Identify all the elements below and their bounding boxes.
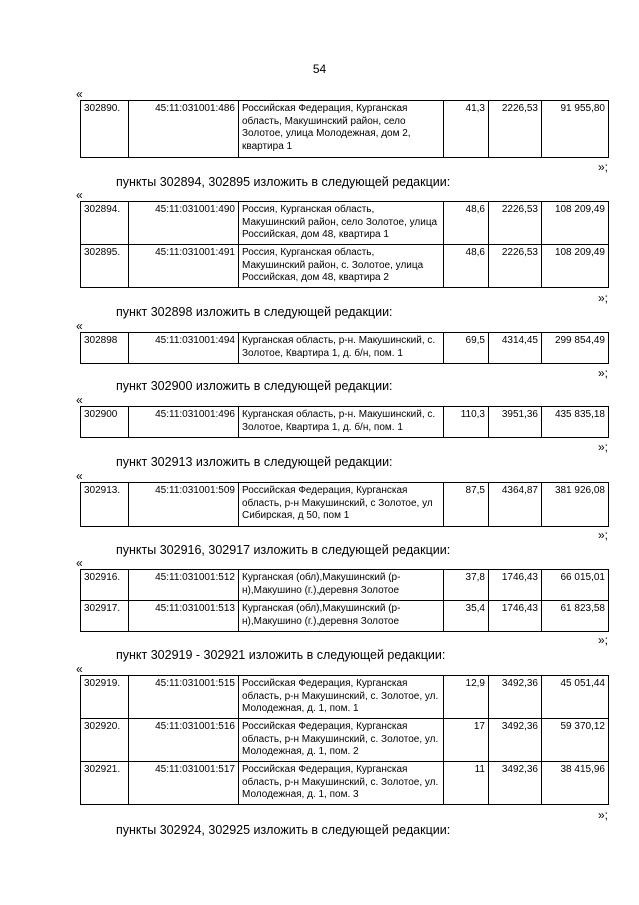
quote-open: «: [76, 556, 83, 570]
table-row: [81, 601, 609, 632]
quote-close: »;: [598, 633, 609, 647]
table-row: [81, 407, 609, 438]
cadastral-number: 45:11:031001:512: [129, 570, 239, 601]
table-row: [81, 719, 609, 762]
cadastral-number: 45:11:031001:517: [129, 762, 239, 805]
table-row: [81, 676, 609, 719]
cadastral-value: 38 415,96: [542, 762, 609, 805]
price: 2226,53: [489, 245, 542, 288]
quote-open: «: [76, 662, 83, 676]
property-table: [80, 406, 609, 438]
quote-open: «: [76, 393, 83, 407]
cadastral-value: 61 823,58: [542, 601, 609, 632]
area: 35,4: [444, 601, 489, 632]
address: Россия, Курганская область, Макушинский район, с. Золотое, улица Российская, дом 48, квартира 2: [239, 245, 444, 288]
address: Российская Федерация, Курганская область, р-н Макушинский, с. Золотое, ул. Молодежная, д. 1, пом. 3: [239, 762, 444, 805]
quote-close: »;: [598, 808, 609, 822]
address: Россия, Курганская область, Макушинский район, село Золотое, улица Российская, дом 48, квартира 1: [239, 202, 444, 245]
price: 3951,36: [489, 407, 542, 438]
item-number: 302894.: [81, 202, 129, 245]
address: Курганская область, р-н. Макушинский, с. Золотое, Квартира 1, д. б/н, пом. 1: [239, 333, 444, 364]
amendment-instruction: пункт 302913 изложить в следующей редакции:: [116, 455, 393, 469]
property-table: [80, 100, 609, 158]
cadastral-value: 299 854,49: [542, 333, 609, 364]
amendment-instruction: пункт 302898 изложить в следующей редакции:: [116, 305, 393, 319]
address: Российская Федерация, Курганская область, р-н Макушинский, с Золотое, ул Сибирская, д 50, пом 1: [239, 483, 444, 527]
area: 69,5: [444, 333, 489, 364]
item-number: 302913.: [81, 483, 129, 527]
item-number: 302919.: [81, 676, 129, 719]
cadastral-value: 381 926,08: [542, 483, 609, 527]
price: 2226,53: [489, 101, 542, 158]
cadastral-value: 91 955,80: [542, 101, 609, 158]
table-row: [81, 570, 609, 601]
cadastral-number: 45:11:031001:516: [129, 719, 239, 762]
cadastral-value: 435 835,18: [542, 407, 609, 438]
area: 17: [444, 719, 489, 762]
area: 87,5: [444, 483, 489, 527]
area: 48,6: [444, 245, 489, 288]
address: Российская Федерация, Курганская область, р-н Макушинский, с. Золотое, ул. Молодежная, д. 1, пом. 2: [239, 719, 444, 762]
address: Курганская область, р-н. Макушинский, с. Золотое, Квартира 1, д. б/н, пом. 1: [239, 407, 444, 438]
quote-close: »;: [598, 440, 609, 454]
area: 37,8: [444, 570, 489, 601]
cadastral-number: 45:11:031001:491: [129, 245, 239, 288]
amendment-instruction: пункты 302894, 302895 изложить в следующей редакции:: [116, 175, 451, 189]
amendment-instruction: пункты 302916, 302917 изложить в следующей редакции:: [116, 543, 451, 557]
price: 2226,53: [489, 202, 542, 245]
cadastral-value: 108 209,49: [542, 202, 609, 245]
area: 11: [444, 762, 489, 805]
item-number: 302895.: [81, 245, 129, 288]
cadastral-number: 45:11:031001:486: [129, 101, 239, 158]
item-number: 302916.: [81, 570, 129, 601]
property-table: [80, 675, 609, 805]
property-table: [80, 482, 609, 527]
property-table: [80, 201, 609, 288]
quote-open: «: [76, 319, 83, 333]
amendment-instruction: пункт 302919 - 302921 изложить в следующей редакции:: [116, 648, 446, 662]
cadastral-number: 45:11:031001:515: [129, 676, 239, 719]
property-table: [80, 332, 609, 364]
quote-close: »;: [598, 291, 609, 305]
item-number: 302921.: [81, 762, 129, 805]
area: 110,3: [444, 407, 489, 438]
price: 4314,45: [489, 333, 542, 364]
area: 12,9: [444, 676, 489, 719]
cadastral-number: 45:11:031001:513: [129, 601, 239, 632]
table-row: [81, 202, 609, 245]
item-number: 302890.: [81, 101, 129, 158]
table-row: [81, 245, 609, 288]
cadastral-value: 66 015,01: [542, 570, 609, 601]
address: Российская Федерация, Курганская область, р-н Макушинский, с. Золотое, ул. Молодежная, д. 1, пом. 1: [239, 676, 444, 719]
quote-open: «: [76, 87, 83, 101]
item-number: 302900: [81, 407, 129, 438]
amendment-instruction: пункты 302924, 302925 изложить в следующей редакции:: [116, 823, 451, 837]
price: 3492,36: [489, 719, 542, 762]
quote-open: «: [76, 469, 83, 483]
item-number: 302917.: [81, 601, 129, 632]
cadastral-number: 45:11:031001:496: [129, 407, 239, 438]
amendment-instruction: пункт 302900 изложить в следующей редакции:: [116, 379, 393, 393]
cadastral-number: 45:11:031001:490: [129, 202, 239, 245]
price: 3492,36: [489, 676, 542, 719]
quote-close: »;: [598, 528, 609, 542]
property-table: [80, 569, 609, 632]
address: Курганская (обл),Макушинский (р-н),Макушино (г.),деревня Золотое: [239, 570, 444, 601]
table-row: [81, 333, 609, 364]
quote-open: «: [76, 188, 83, 202]
table-row: [81, 101, 609, 158]
price: 4364,87: [489, 483, 542, 527]
cadastral-value: 45 051,44: [542, 676, 609, 719]
price: 3492,36: [489, 762, 542, 805]
item-number: 302898: [81, 333, 129, 364]
address: Курганская (обл),Макушинский (р-н),Макушино (г.),деревня Золотое: [239, 601, 444, 632]
cadastral-number: 45:11:031001:509: [129, 483, 239, 527]
price: 1746,43: [489, 570, 542, 601]
area: 41,3: [444, 101, 489, 158]
table-row: [81, 762, 609, 805]
cadastral-value: 108 209,49: [542, 245, 609, 288]
table-row: [81, 483, 609, 527]
address: Российская Федерация, Курганская область, Макушинский район, село Золотое, улица Молодежная, дом 2, квартира 1: [239, 101, 444, 158]
cadastral-value: 59 370,12: [542, 719, 609, 762]
item-number: 302920.: [81, 719, 129, 762]
page-number: 54: [312, 62, 327, 76]
price: 1746,43: [489, 601, 542, 632]
quote-close: »;: [598, 160, 609, 174]
quote-close: »;: [598, 366, 609, 380]
area: 48,6: [444, 202, 489, 245]
cadastral-number: 45:11:031001:494: [129, 333, 239, 364]
